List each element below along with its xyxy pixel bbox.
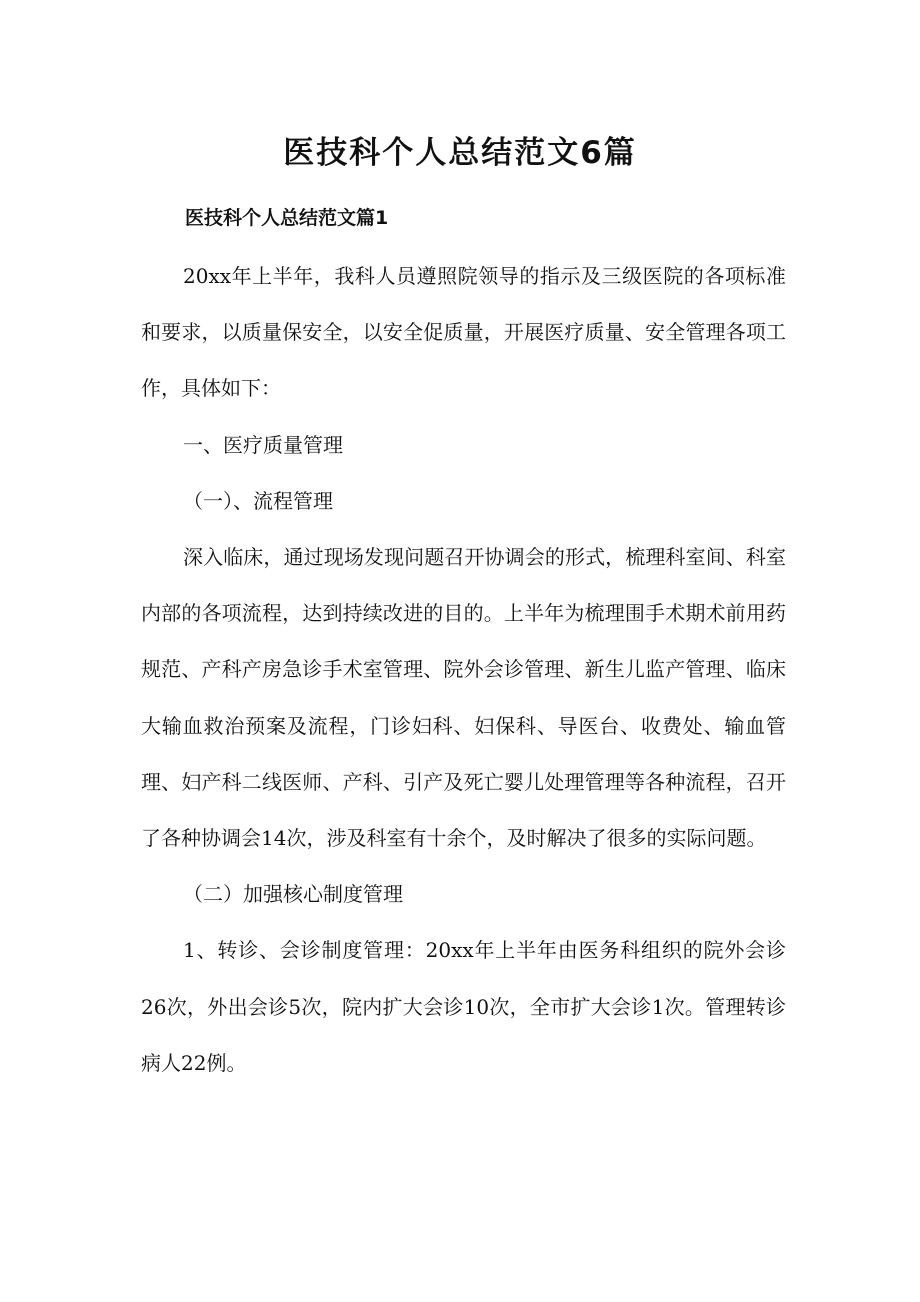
paragraph-heading-quality: 一、医疗质量管理 [183, 432, 343, 457]
document-body [141, 248, 786, 1091]
section-heading: 医技科个人总结范文篇1 [185, 207, 389, 229]
paragraph-referral-consultation: 1、转诊、会诊制度管理：20xx年上半年由医务科组织的院外会诊26次，外出会诊5次，院内扩大会诊10次，全市扩大会诊1次。管理转诊病人22例。 [141, 938, 786, 1075]
paragraph-intro: 20xx年上半年，我科人员遵照院领导的指示及三级医院的各项标准和要求，以质量保安全，以安全促质量，开展医疗质量、安全管理各项工作，具体如下： [141, 264, 786, 401]
document-title: 医技科个人总结范文6篇 [283, 135, 637, 171]
paragraph-process-detail: 深入临床，通过现场发现问题召开协调会的形式，梳理科室间、科室内部的各项流程，达到持续改进的目的。上半年为梳理围手术期术前用药规范、产科产房急诊手术室管理、院外会诊管理、新生儿监产管理、临床大输血救治预案及流程，门诊妇科、妇保科、导医台、收费处、输血管理、妇产科二线医师、产科、引产及死亡婴儿处理管理等各种流程，召开了各种协调会14次，涉及科室有十余个，及时解决了很多的实际问题。 [141, 545, 786, 851]
paragraph-heading-core-system: （二）加强核心制度管理 [183, 882, 403, 907]
paragraph-heading-process: （一）、流程管理 [183, 488, 333, 513]
